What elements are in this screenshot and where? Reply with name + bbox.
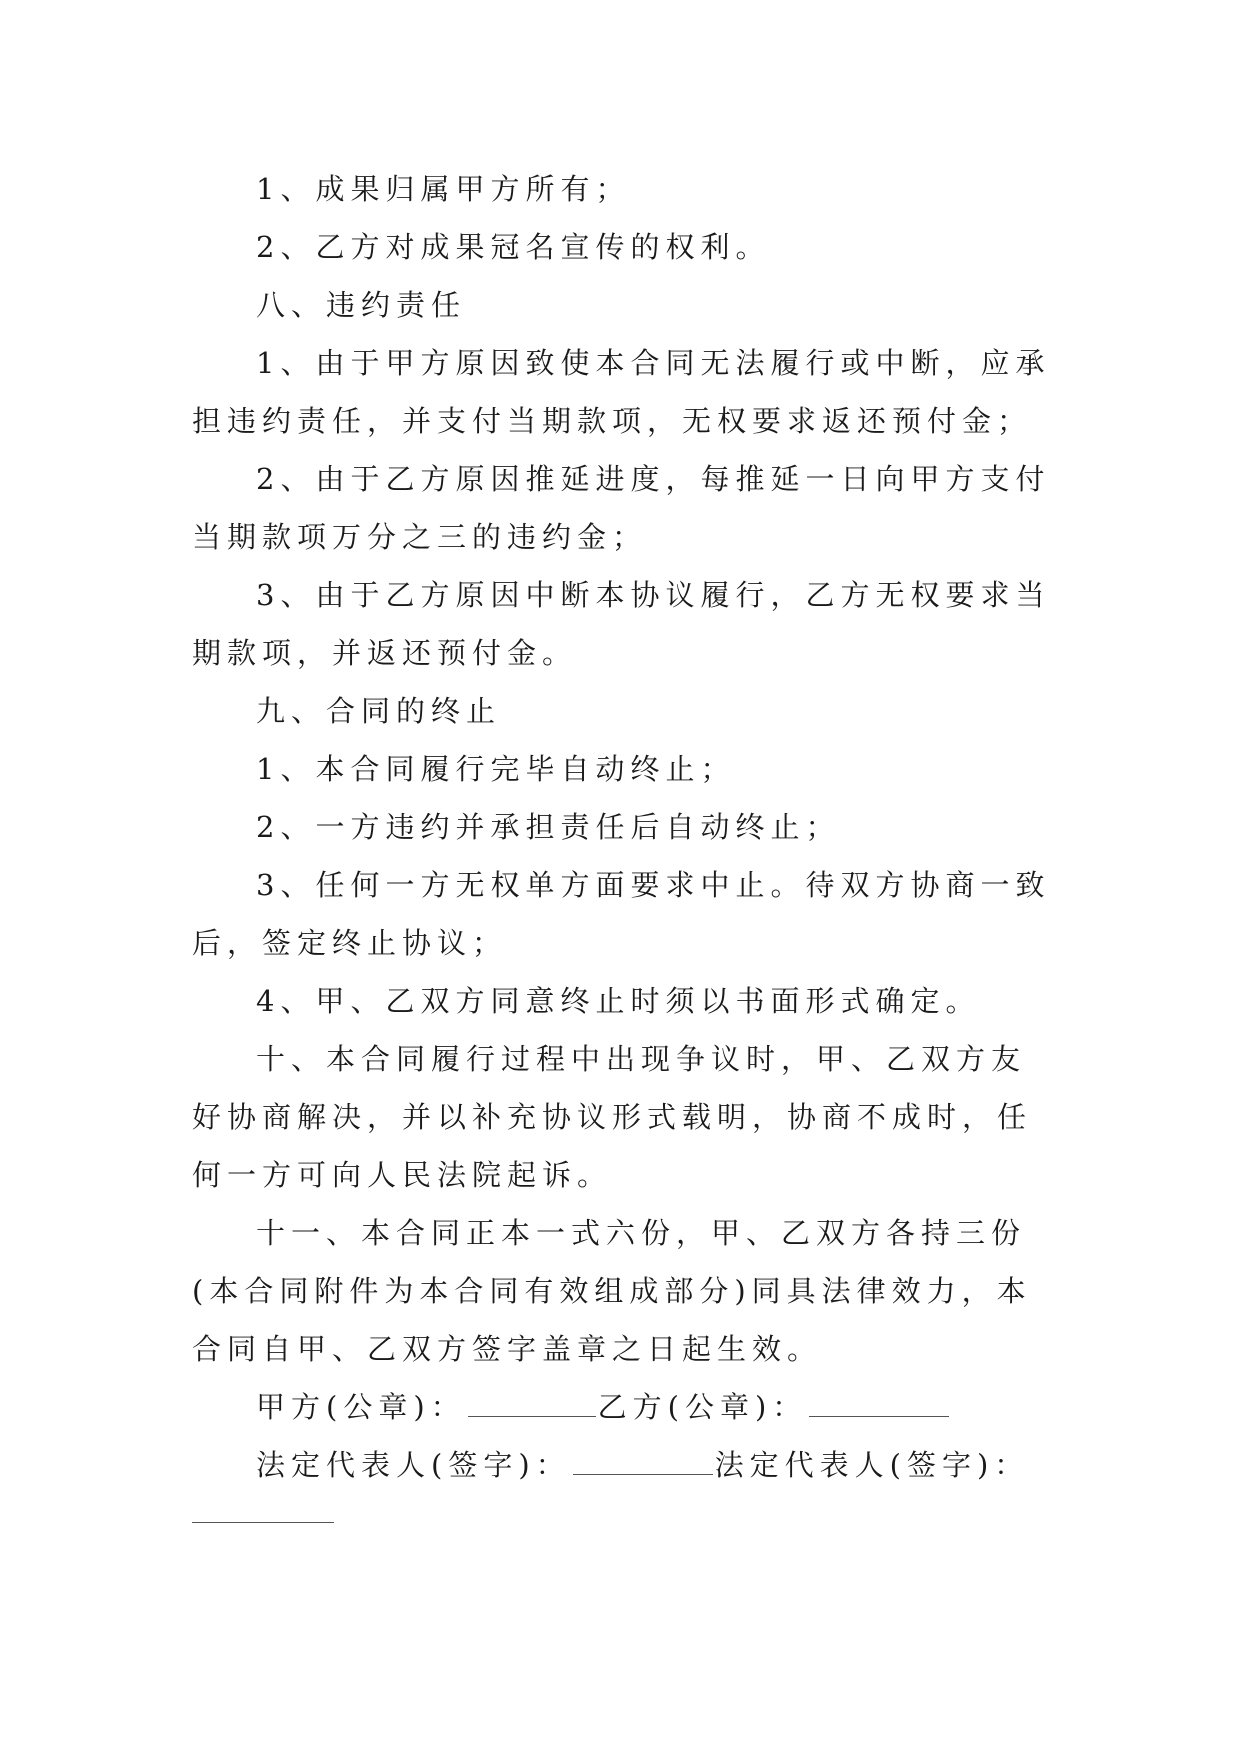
rep-a-signature-blank <box>573 1448 713 1475</box>
document-body <box>192 160 1058 1523</box>
party-seal-line <box>192 1378 1058 1436</box>
rep-b-label: 法定代表人(签字)： <box>714 1448 1030 1482</box>
paragraph: 2、一方违约并承担责任后自动终止； <box>256 810 841 844</box>
party-b-seal-label: 乙方(公章)： <box>597 1390 808 1424</box>
paragraph: 4、甲、乙双方同意终止时须以书面形式确定。 <box>256 984 981 1018</box>
paragraph: 1、本合同履行完毕自动终止； <box>256 752 736 786</box>
section-heading: 九、合同的终止 <box>256 694 502 728</box>
party-a-seal-label: 甲方(公章)： <box>256 1390 466 1424</box>
paragraph: 十、本合同履行过程中出现争议时，甲、乙双方友好协商解决，并以补充协议形式载明，协商不成时，任何一方可向人民法院起诉。 <box>192 1042 1033 1192</box>
paragraph: 1、成果归属甲方所有； <box>256 172 631 206</box>
paragraph: 2、乙方对成果冠名宣传的权利。 <box>256 230 771 264</box>
paragraph: 3、任何一方无权单方面要求中止。待双方协商一致后，签定终止协议； <box>192 868 1051 960</box>
section-heading: 八、违约责任 <box>256 288 467 322</box>
paragraph: 2、由于乙方原因推延进度，每推延一日向甲方支付当期款项万分之三的违约金； <box>192 462 1051 554</box>
party-a-seal-blank <box>468 1390 596 1417</box>
representative-line <box>192 1436 1058 1494</box>
paragraph: 1、由于甲方原因致使本合同无法履行或中断，应承担违约责任，并支付当期款项，无权要求返还预付金； <box>192 346 1051 438</box>
paragraph: 3、由于乙方原因中断本协议履行，乙方无权要求当期款项，并返还预付金。 <box>192 578 1051 670</box>
party-b-seal-blank <box>809 1390 949 1417</box>
rep-a-label: 法定代表人(签字)： <box>256 1448 571 1482</box>
paragraph: 十一、本合同正本一式六份，甲、乙双方各持三份(本合同附件为本合同有效组成部分)同具法律效力，本合同自甲、乙双方签字盖章之日起生效。 <box>192 1216 1032 1366</box>
rep-b-signature-blank <box>192 1518 334 1523</box>
